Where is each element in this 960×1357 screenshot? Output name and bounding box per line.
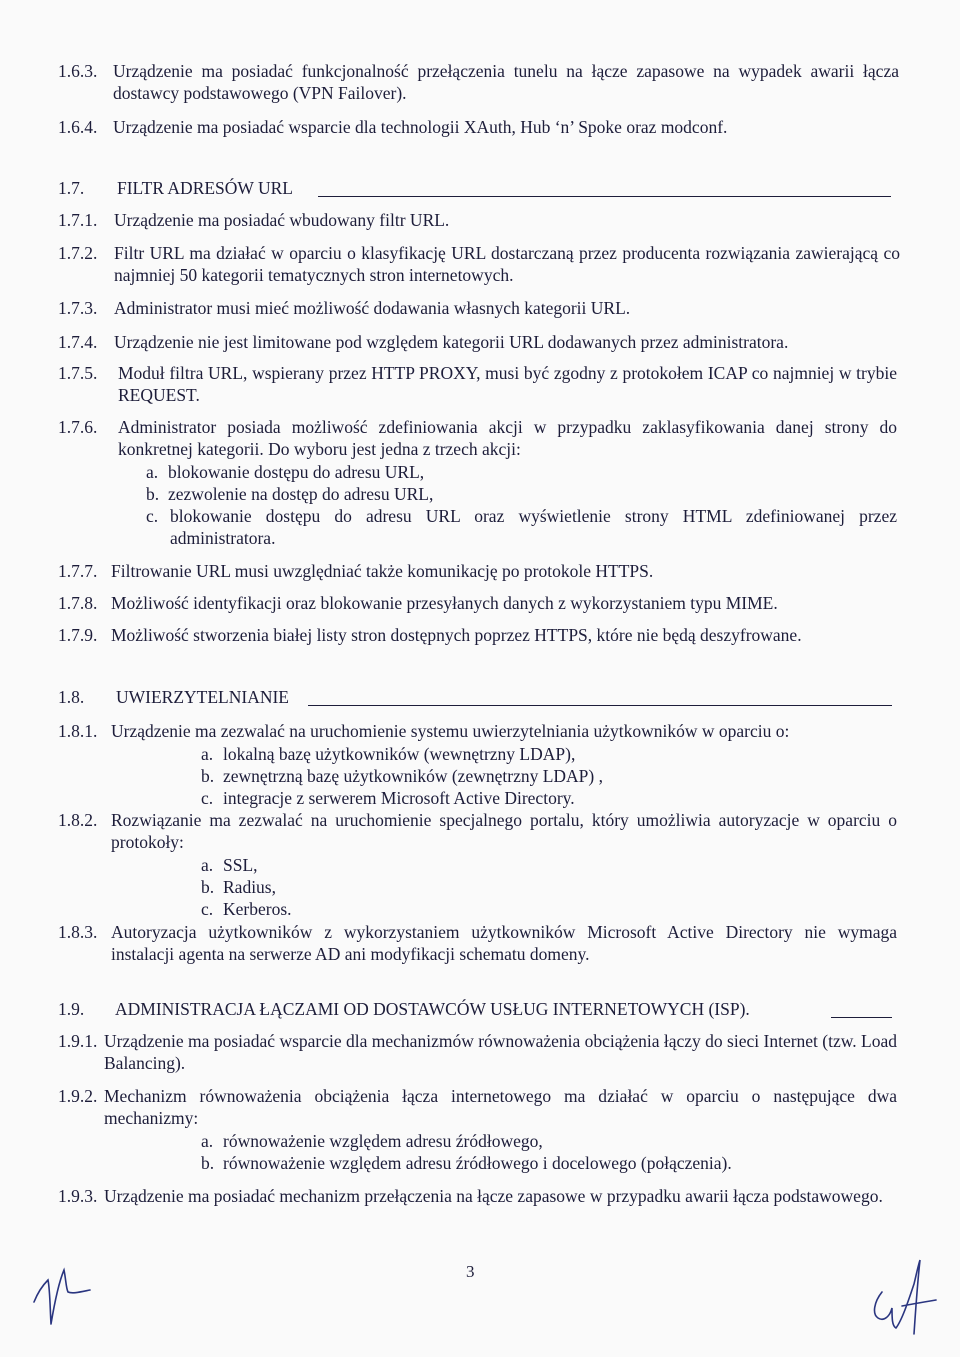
option-text: równoważenie względem adresu źródłowego i docelowego (połączenia). — [223, 1153, 732, 1173]
section-number: 1.7. — [58, 178, 85, 198]
clause-text: Urządzenie ma posiadać wsparcie dla technologii XAuth, Hub ‘n’ Spoke oraz modconf. — [113, 117, 728, 137]
clause-text: Urządzenie ma posiadać funkcjonalność przełączenia tunelu na łącze zapasowe na wypadek awarii łącza dostawcy podstawowego (VPN Failover). — [113, 61, 899, 103]
clause-number: 1.9.1. — [58, 1031, 98, 1051]
clause-text: Filtr URL ma działać w oparciu o klasyfikację URL dostarczaną przez producenta rozwiązania zawierającą co najmniej 50 kategorii tematycznych stron internetowych. — [114, 243, 900, 285]
clause-text: Mechanizm równoważenia obciążenia łącza internetowego ma działać w oparciu o następujące dwa mechanizmy: — [104, 1086, 897, 1128]
option-item — [201, 854, 258, 876]
clause-number: 1.7.2. — [58, 243, 98, 263]
section-number: 1.9. — [58, 999, 85, 1019]
clause-text: Urządzenie ma posiadać mechanizm przełączenia na łącze zapasowe w przypadku awarii łącza podstawowego. — [104, 1186, 883, 1206]
clause-number: 1.7.1. — [58, 210, 98, 230]
option-text: zezwolenie na dostęp do adresu URL, — [168, 484, 434, 504]
option-text: lokalną bazę użytkowników (wewnętrzny LDAP), — [223, 744, 576, 764]
option-text: równoważenie względem adresu źródłowego, — [223, 1131, 543, 1151]
heading-underline — [318, 196, 891, 197]
option-item — [201, 743, 575, 765]
option-text: blokowanie dostępu do adresu URL oraz wyświetlenie strony HTML zdefiniowanej przez administratora. — [170, 506, 897, 548]
clause-text: Urządzenie nie jest limitowane pod względem kategorii URL dodawanych przez administratora. — [114, 332, 789, 352]
heading-underline — [831, 1017, 892, 1018]
clause-text: Administrator musi mieć możliwość dodawania własnych kategorii URL. — [114, 298, 631, 318]
option-item — [146, 461, 424, 483]
clause-number: 1.7.7. — [58, 561, 98, 581]
option-item — [201, 765, 603, 787]
option-letter: c. — [201, 788, 214, 808]
option-text: blokowanie dostępu do adresu URL, — [168, 462, 425, 482]
clause-number: 1.7.8. — [58, 593, 98, 613]
clause-text: Rozwiązanie ma zezwalać na uruchomienie specjalnego portalu, który umożliwia autoryzacje w oparciu o protokoły: — [111, 810, 897, 852]
option-item — [201, 787, 575, 809]
option-letter: a. — [201, 1131, 214, 1151]
option-letter: a. — [146, 462, 159, 482]
option-item — [201, 876, 276, 898]
option-letter: a. — [201, 855, 214, 875]
option-letter: b. — [146, 484, 160, 504]
clause-number: 1.8.1. — [58, 721, 98, 741]
clause-text: Filtrowanie URL musi uwzględniać także komunikację po protokole HTTPS. — [111, 561, 654, 581]
handwritten-initials-right — [858, 1252, 948, 1342]
section-title: UWIERZYTELNIANIE — [116, 687, 290, 707]
clause-text: Możliwość identyfikacji oraz blokowanie przesyłanych danych z wykorzystaniem typu MIME. — [111, 593, 778, 613]
clause-number: 1.6.4. — [58, 117, 98, 137]
option-letter: c. — [146, 506, 159, 526]
clause-number: 1.7.4. — [58, 332, 98, 352]
clause-number: 1.8.2. — [58, 810, 98, 830]
clause-text: Autoryzacja użytkowników z wykorzystaniem użytkowników Microsoft Active Directory nie wymaga instalacji agenta na serwerze AD ani modyfikacji schematu domeny. — [111, 922, 897, 964]
option-text: integracje z serwerem Microsoft Active Directory. — [223, 788, 575, 808]
option-letter: b. — [201, 877, 215, 897]
clause-text: Możliwość stworzenia białej listy stron dostępnych poprzez HTTPS, które nie będą deszyfrowane. — [111, 625, 802, 645]
clause-text: Urządzenie ma posiadać wbudowany filtr URL. — [114, 210, 450, 230]
option-item — [201, 1130, 543, 1152]
heading-underline — [308, 705, 892, 706]
clause-number: 1.7.3. — [58, 298, 98, 318]
option-text: Kerberos. — [223, 899, 292, 919]
handwritten-initials-left — [24, 1262, 114, 1332]
clause-number: 1.8.3. — [58, 922, 98, 942]
clause-text: Administrator posiada możliwość zdefiniowania akcji w przypadku zaklasyfikowania danej strony do konkretnej kategorii. Do wyboru jest jedna z trzech akcji: — [118, 417, 897, 459]
section-title: FILTR ADRESÓW URL — [117, 178, 293, 198]
option-letter: b. — [201, 766, 215, 786]
section-number: 1.8. — [58, 687, 85, 707]
section-title: ADMINISTRACJA ŁĄCZAMI OD DOSTAWCÓW USŁUG INTERNETOWYCH (ISP). — [115, 999, 750, 1019]
clause-text: Urządzenie ma posiadać wsparcie dla mechanizmów równoważenia obciążenia łączy do sieci Internet (tzw. Load Balancing). — [104, 1031, 897, 1073]
option-item — [146, 483, 433, 505]
page-number: 3 — [466, 1262, 475, 1281]
option-text: Radius, — [223, 877, 276, 897]
option-letter: c. — [201, 899, 214, 919]
clause-text: Urządzenie ma zezwalać na uruchomienie systemu uwierzytelniania użytkowników w oparciu o: — [111, 721, 790, 741]
clause-number: 1.7.5. — [58, 363, 98, 383]
clause-text: Moduł filtra URL, wspierany przez HTTP PROXY, musi być zgodny z protokołem ICAP co najmniej w trybie REQUEST. — [118, 363, 897, 405]
option-letter: b. — [201, 1153, 215, 1173]
clause-number: 1.7.9. — [58, 625, 98, 645]
option-item — [201, 898, 292, 920]
option-letter: a. — [201, 744, 214, 764]
clause-number: 1.7.6. — [58, 417, 98, 437]
clause-number: 1.9.2. — [58, 1086, 98, 1106]
clause-number: 1.9.3. — [58, 1186, 98, 1206]
option-text: zewnętrzną bazę użytkowników (zewnętrzny LDAP) , — [223, 766, 603, 786]
option-text: SSL, — [223, 855, 258, 875]
option-item — [201, 1152, 732, 1174]
clause-number: 1.6.3. — [58, 61, 98, 81]
